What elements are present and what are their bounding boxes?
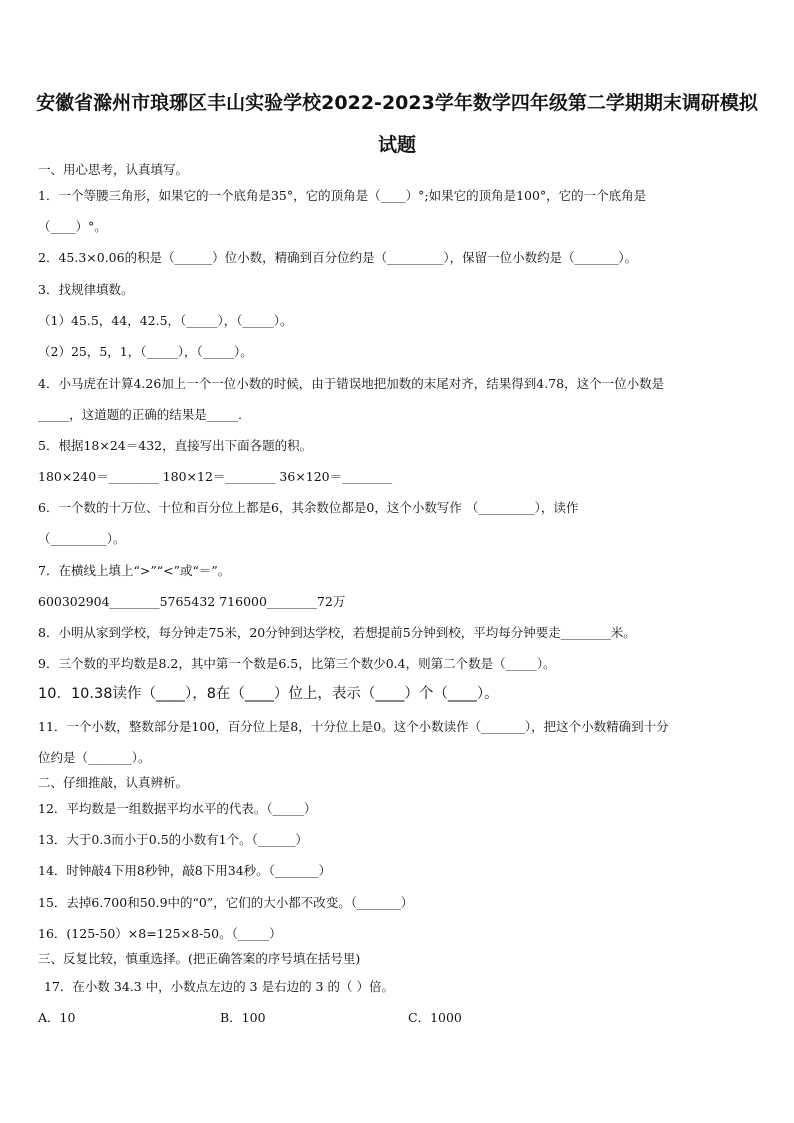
question-3: 3．找规律填数。 [38,282,134,297]
section-1-heading: 一、用心思考，认真填写。 [38,162,189,177]
question-7: 7．在横线上填上“>”“<”或“＝”。 [38,563,231,578]
question-7-items: 600302904________5765432 716000________72万 [38,594,346,609]
question-5-items: 180×240＝________ 180×12＝________ 36×120＝________ [38,469,393,484]
question-11-cont: 位约是（_______）。 [38,750,151,765]
question-6: 6．一个数的十万位、十位和百分位上都是6，其余数位都是0，这个小数写作 （_________），读作 [38,500,579,515]
question-5: 5．根据18×24＝432，直接写出下面各题的积。 [38,438,313,453]
question-10: 10．10.38读作（____），8在（____）位上，表示（____）个（____）。 [38,686,499,702]
question-15: 15．去掉6.700和50.9中的“0”，它们的大小都不改变。（_______） [38,895,414,910]
question-16: 16．(125-50）×8=125×8-50。（_____） [38,926,282,941]
question-12: 12．平均数是一组数据平均水平的代表。（_____） [38,801,317,816]
question-9: 9．三个数的平均数是8.2，其中第一个数是6.5，比第三个数少0.4，则第二个数是（_____）。 [38,656,556,671]
question-13: 13．大于0.3而小于0.5的小数有1个。（______） [38,832,308,847]
question-17: 17．在小数 34.3 中，小数点左边的 3 是右边的 3 的（ ）倍。 [44,979,394,994]
question-11: 11．一个小数，整数部分是100，百分位上是8，十分位上是0。这个小数读作（_______），把这个小数精确到十分 [38,719,669,734]
question-3-part-2: （2）25，5，1，（_____），（_____）。 [38,344,253,359]
question-8: 8．小明从家到学校，每分钟走75米，20分钟到达学校，若想提前5分钟到校，平均每分钟要走________米。 [38,625,636,640]
question-14: 14．时钟敲4下用8秒钟，敲8下用34秒。（_______） [38,863,332,878]
question-3-part-1: （1）45.5，44，42.5，（_____），（_____）。 [38,313,293,328]
section-2-heading: 二、仔细推敲，认真辨析。 [38,775,189,790]
option-a: A．10 [38,1010,76,1025]
title-line-1: 安徽省滁州市琅琊区丰山实验学校2022-2023学年数学四年级第二学期期末调研模拟 [36,92,758,114]
question-4-cont: _____，这道题的正确的结果是_____. [38,407,242,422]
title-line-2: 试题 [377,134,416,156]
question-4: 4．小马虎在计算4.26加上一个一位小数的时候，由于错误地把加数的末尾对齐，结果得到4.78，这个一位小数是 [38,376,665,391]
section-3-heading: 三、反复比较，慎重选择。(把正确答案的序号填在括号里) [38,951,361,966]
option-b: B．100 [220,1010,266,1025]
option-c: C．1000 [408,1010,462,1025]
question-1-cont: （____）°。 [38,219,107,234]
question-2: 2．45.3×0.06的积是（______）位小数，精确到百分位约是（_________），保留一位小数约是（_______）。 [38,250,638,265]
question-1: 1．一个等腰三角形，如果它的一个底角是35°，它的顶角是（____）°;如果它的顶角是100°，它的一个底角是 [38,188,647,203]
question-6-cont: （_________）。 [38,531,126,546]
